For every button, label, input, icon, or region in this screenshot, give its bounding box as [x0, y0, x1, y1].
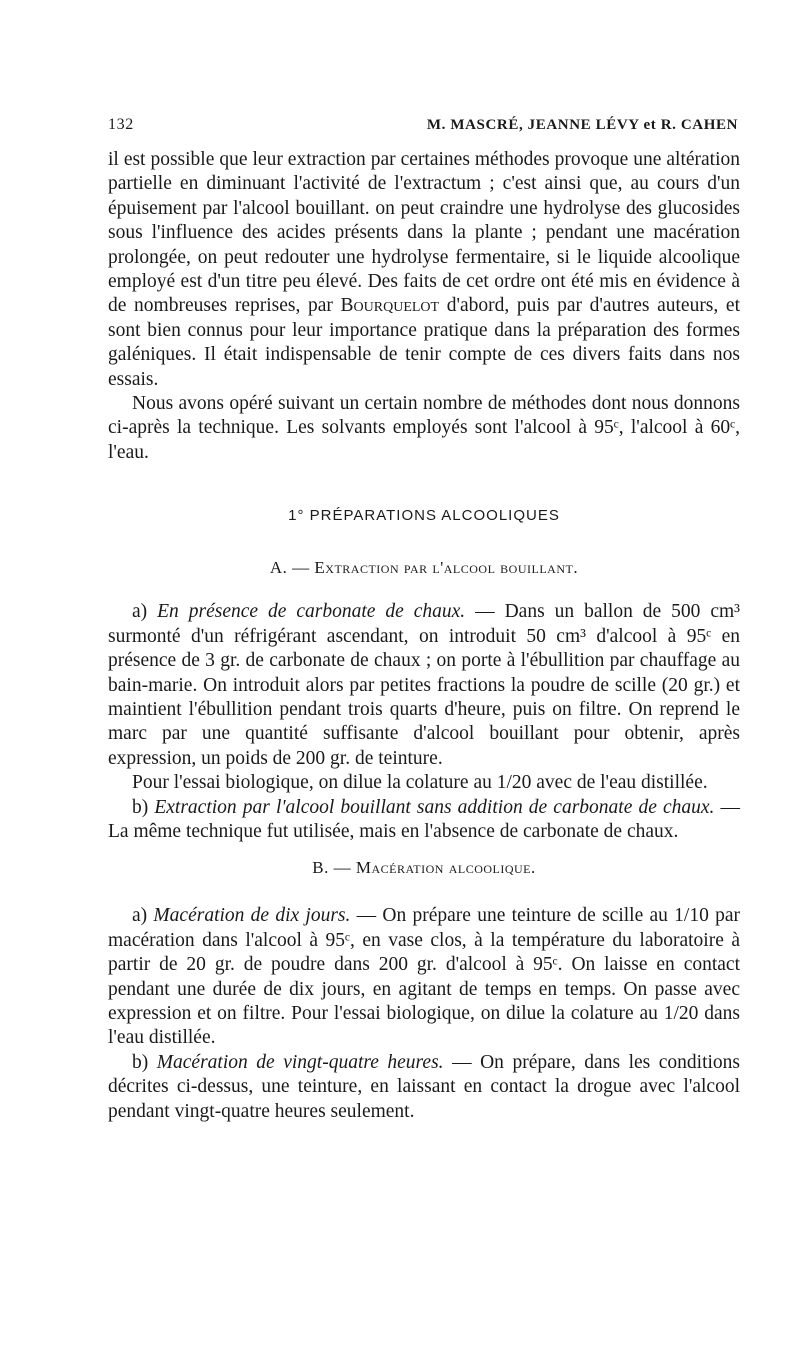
- item-title: Macération de dix jours.: [153, 905, 351, 927]
- subsection-b-letter: B. —: [312, 858, 352, 878]
- item-text: — On prépare, dans les conditions décrites ci-dessus, une teinture, en laissant en contact la drogue avec l'alcool pendant vingt-quatre heures seulement.: [108, 1051, 740, 1122]
- running-authors: M. MASCRÉ, JEANNE LÉVY et R. CAHEN: [426, 117, 738, 133]
- item-label: a): [132, 905, 148, 927]
- running-header: [108, 116, 740, 134]
- item-text: — On prépare une teinture de scille au 1/10 par macération dans l'alcool à 95ᶜ, en vase clos, à la température du laboratoire à partir de 20 gr. de poudre dans 200 gr. d'alcool à 95ᶜ. On laisse en contact pendant une durée de dix jours, en agitant de temps en temps. On passe avec expression et on filtre. Pour l'essai biologique, on dilue la colature au 1/20 dans l'eau distillée.: [108, 905, 740, 1049]
- subsection-b-heading: [108, 858, 740, 878]
- item-text: — La même technique fut utilisée, mais en l'absence de carbonate de chaux.: [108, 796, 741, 842]
- subsection-a-heading: [108, 558, 740, 578]
- intro-text-part1: il est possible que leur extraction par certaines méthodes provoque une altération partielle en diminuant l'activité de l'extractum ; c'est ainsi que, au cours d'un épuisement par l'alcool bouillant. on peut craindre une hydrolyse des glucosides sous l'influence des acides présents dans la plante ; pendant une macération prolongée, on peut redouter une hydrolyse fermentaire, si le liquide alcoolique employé est d'un titre peu élevé. Des faits de cet ordre ont été mis en évidence à de nombreuses reprises, par: [108, 149, 740, 317]
- paragraph-a-a: [108, 600, 740, 771]
- subsection-a-title: Extraction par l'alcool bouillant.: [314, 558, 579, 578]
- paragraph-b-a: [108, 904, 740, 1050]
- intro-paragraph-2: Nous avons opéré suivant un certain nombre de méthodes dont nous donnons ci-après la technique. Les solvants employés sont l'alcool à 95ᶜ, l'alcool à 60ᶜ, l'eau.: [108, 393, 740, 463]
- item-label: b): [132, 796, 149, 818]
- paragraph-b-b: [108, 1051, 740, 1124]
- page-number: 132: [108, 116, 134, 133]
- item-title: En présence de carbonate de chaux.: [157, 601, 466, 623]
- intro-paragraph-1: [108, 148, 740, 392]
- item-label: a): [132, 601, 148, 623]
- item-text: — Dans un ballon de 500 cm³ surmonté d'un réfrigérant ascendant, on introduit 50 cm³ d'alcool à 95ᶜ en présence de 3 gr. de carbonate de chaux ; on porte à l'ébullition par chauffage au bain-marie. On introduit alors par petites fractions la poudre de scille (20 gr.) et maintient l'ébullition pendant trois quarts d'heure, puis on filtre. On reprend le marc par une quantité suffisante d'alcool bouillant pour obtenir, après expression, un poids de 200 gr. de teinture.: [108, 601, 741, 769]
- item-title: Extraction par l'alcool bouillant sans addition de carbonate de chaux.: [154, 796, 715, 818]
- author-name-bourquelot: Bourquelot: [340, 295, 440, 317]
- item-title: Macération de vingt-quatre heures.: [156, 1051, 444, 1073]
- item-label: b): [132, 1051, 149, 1073]
- section-title: 1° PRÉPARATIONS ALCOOLIQUES: [288, 507, 560, 525]
- subsection-b-title: Macération alcoolique.: [355, 858, 536, 878]
- subsection-a-letter: A. —: [269, 558, 310, 578]
- paragraph-a-a-note: Pour l'essai biologique, on dilue la colature au 1/20 avec de l'eau distillée.: [132, 772, 708, 794]
- intro-text-part2: d'abord, puis par d'autres auteurs, et sont bien connus pour leur importance pratique dans la préparation des formes galéniques. Il était indispensable de tenir compte de ces divers faits dans nos essais.: [108, 295, 740, 390]
- paragraph-a-b: [108, 796, 740, 845]
